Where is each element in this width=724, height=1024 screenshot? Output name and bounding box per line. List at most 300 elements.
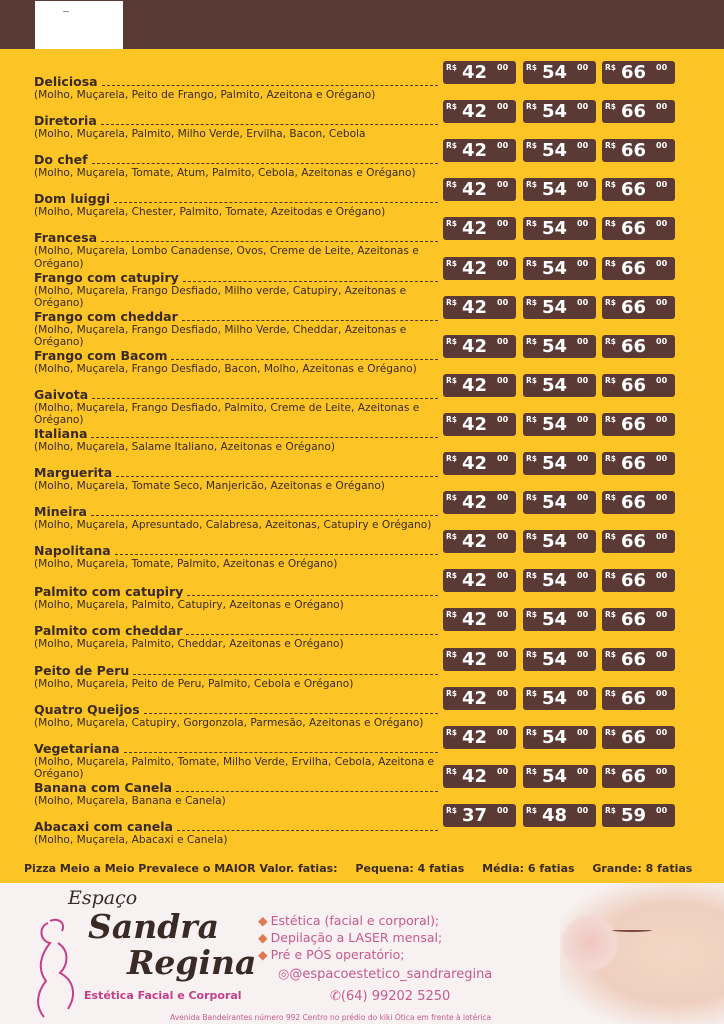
price-cents: 00 <box>497 63 509 72</box>
price-value: 54 <box>542 218 568 240</box>
price-currency: R$ <box>446 649 457 659</box>
price-currency: R$ <box>446 610 457 620</box>
menu-item-name: Frango com cheddar <box>34 308 178 324</box>
price-currency: R$ <box>446 571 457 581</box>
price-tag <box>523 217 596 240</box>
price-tag <box>602 648 675 671</box>
price-currency: R$ <box>446 219 457 229</box>
price-tag <box>523 530 596 553</box>
price-tag <box>602 217 675 240</box>
price-tag <box>602 296 675 319</box>
price-tag <box>443 569 516 592</box>
menu-item-name: Banana com Canela <box>34 779 173 795</box>
price-currency: R$ <box>446 63 457 72</box>
dotted-leader <box>91 515 438 516</box>
dotted-leader <box>182 320 438 321</box>
menu-item-ingredients: (Molho, Muçarela, Frango Desfiado, Bacon, Molho, Azeitonas e Orégano) <box>34 362 417 375</box>
price-cents: 00 <box>577 297 589 307</box>
menu-item-name-row <box>34 663 438 678</box>
dotted-leader <box>101 124 438 125</box>
brand-espaco: Espaço <box>68 887 138 909</box>
price-tag <box>523 413 596 436</box>
price-value: 42 <box>462 374 488 396</box>
price-currency: R$ <box>605 375 616 385</box>
price-tag <box>523 569 596 592</box>
price-value: 42 <box>462 492 488 514</box>
price-currency: R$ <box>605 180 616 190</box>
menu-item <box>34 465 438 493</box>
price-tag <box>602 530 675 553</box>
price-tag <box>523 374 596 397</box>
price-currency: R$ <box>526 688 537 698</box>
price-currency: R$ <box>446 727 457 737</box>
price-cents: 00 <box>656 375 668 385</box>
menu-item <box>34 663 438 691</box>
menu-item-ingredients: (Molho, Muçarela, Tomate, Atum, Palmito, Cebola, Azeitonas e Orégano) <box>34 167 416 180</box>
price-tag <box>602 569 675 592</box>
price-currency: R$ <box>605 493 616 503</box>
price-value: 54 <box>542 765 568 787</box>
price-tag <box>523 61 596 84</box>
menu-item <box>34 270 438 310</box>
price-cents: 00 <box>656 649 668 659</box>
price-tag <box>523 100 596 123</box>
price-cents: 00 <box>497 688 509 698</box>
price-cents: 00 <box>656 258 668 268</box>
price-value: 54 <box>542 726 568 748</box>
dotted-leader <box>176 791 438 792</box>
large-slices: Grande: 8 fatias <box>592 862 693 875</box>
price-currency: R$ <box>446 375 457 385</box>
price-cents: 00 <box>656 805 668 815</box>
price-currency: R$ <box>526 493 537 503</box>
price-tag <box>443 257 516 280</box>
price-currency: R$ <box>446 336 457 346</box>
price-value: 42 <box>462 648 488 670</box>
price-currency: R$ <box>526 63 537 72</box>
price-value: 54 <box>542 257 568 279</box>
menu-item <box>34 191 438 219</box>
diamond-bullet-icon: ◆ <box>258 947 268 962</box>
price-cents: 00 <box>656 493 668 503</box>
price-tag <box>523 608 596 631</box>
price-value: 42 <box>462 218 488 240</box>
price-currency: R$ <box>446 297 457 307</box>
price-cents: 00 <box>577 141 589 151</box>
price-currency: R$ <box>526 180 537 190</box>
price-cents: 00 <box>497 727 509 737</box>
price-tag <box>523 296 596 319</box>
price-currency: R$ <box>605 766 616 776</box>
price-cents: 00 <box>497 649 509 659</box>
menu-item <box>34 426 438 454</box>
price-tag <box>523 491 596 514</box>
price-value: 54 <box>542 570 568 592</box>
price-cents: 00 <box>577 375 589 385</box>
menu-item-ingredients: (Molho, Muçarela, Tomate, Palmito, Azeitonas e Orégano) <box>34 558 338 571</box>
price-tag <box>443 296 516 319</box>
menu-item <box>34 348 438 376</box>
price-cents: 00 <box>656 610 668 620</box>
menu-item-name-row <box>34 74 438 89</box>
price-cents: 00 <box>497 141 509 151</box>
menu-item-name-row <box>34 230 438 245</box>
menu-item-name: Quatro Queijos <box>34 701 140 717</box>
menu-item-name-row <box>34 584 438 599</box>
price-value: 42 <box>462 101 488 123</box>
menu-item <box>34 504 438 532</box>
dotted-leader <box>102 85 438 86</box>
price-cents: 00 <box>656 102 668 112</box>
price-value: 54 <box>542 335 568 357</box>
price-tag <box>523 648 596 671</box>
price-value: 54 <box>542 648 568 670</box>
brand-sandra: Sandra <box>88 907 220 946</box>
price-cents: 00 <box>656 414 668 424</box>
price-currency: R$ <box>605 610 616 620</box>
menu-item-ingredients: (Molho, Muçarela, Frango Desfiado, Palmito, Creme de Leite, Azeitonas e Orégano) <box>34 401 420 427</box>
price-tag <box>602 687 675 710</box>
menu-item-name-row <box>34 819 438 834</box>
price-currency: R$ <box>526 454 537 463</box>
dotted-leader <box>101 241 438 242</box>
price-tag <box>443 726 516 749</box>
price-value: 54 <box>542 531 568 553</box>
service-item: ◆ Estética (facial e corporal); <box>258 913 440 928</box>
price-cents: 00 <box>497 766 509 776</box>
price-currency: R$ <box>526 219 537 229</box>
price-currency: R$ <box>526 258 537 268</box>
price-value: 66 <box>621 492 647 514</box>
price-cents: 00 <box>577 571 589 581</box>
price-tag <box>602 374 675 397</box>
price-cents: 00 <box>497 532 509 542</box>
price-value: 66 <box>621 687 647 709</box>
price-tag <box>443 687 516 710</box>
menu-item-name-row <box>34 387 438 402</box>
price-currency: R$ <box>446 258 457 268</box>
price-tag <box>443 608 516 631</box>
price-cents: 00 <box>497 375 509 385</box>
price-cents: 00 <box>497 336 509 346</box>
price-cents: 00 <box>577 727 589 737</box>
menu-item-ingredients: (Molho, Muçarela, Catupiry, Gorgonzola, Parmesão, Azeitonas e Orégano) <box>34 716 424 729</box>
menu-item-name: Palmito com catupiry <box>34 584 184 600</box>
price-currency: R$ <box>526 375 537 385</box>
price-currency: R$ <box>605 63 616 72</box>
menu-item-name: Peito de Peru <box>34 662 130 678</box>
price-cents: 00 <box>577 258 589 268</box>
menu-item <box>34 780 438 808</box>
price-currency: R$ <box>605 454 616 463</box>
price-tag <box>443 765 516 788</box>
price-value: 54 <box>542 62 568 83</box>
price-currency: R$ <box>605 532 616 542</box>
menu-item-name: Mineira <box>34 504 87 520</box>
price-cents: 00 <box>497 102 509 112</box>
menu-item-ingredients: (Molho, Muçarela, Lombo Canadense, Ovos, Creme de Leite, Azeitonas e Orégano) <box>34 245 419 270</box>
price-cents: 00 <box>656 571 668 581</box>
menu-item-ingredients: (Molho, Muçarela, Peito de Frango, Palmito, Azeitona e Orégano) <box>34 89 376 101</box>
price-currency: R$ <box>526 649 537 659</box>
logo-placeholder <box>35 1 123 49</box>
menu-item-name: Diretoria <box>34 113 97 129</box>
menu-item <box>34 387 438 427</box>
price-cents: 00 <box>497 454 509 463</box>
price-cents: 00 <box>497 414 509 424</box>
price-value: 66 <box>621 101 647 123</box>
instagram-handle: ◎@espacoestetico_sandraregina <box>278 967 493 982</box>
price-value: 42 <box>462 609 488 631</box>
price-currency: R$ <box>526 766 537 776</box>
price-cents: 00 <box>577 63 589 72</box>
price-cents: 00 <box>656 766 668 776</box>
price-currency: R$ <box>526 102 537 112</box>
price-currency: R$ <box>605 805 616 815</box>
menu-item <box>34 584 438 612</box>
dotted-leader <box>115 554 438 555</box>
price-tag <box>443 100 516 123</box>
dotted-leader <box>92 398 438 399</box>
price-value: 66 <box>621 140 647 162</box>
diamond-bullet-icon: ◆ <box>258 930 268 945</box>
price-currency: R$ <box>605 219 616 229</box>
price-value: 42 <box>462 140 488 162</box>
menu-item-name: Abacaxi com canela <box>34 818 173 834</box>
flower-image <box>560 913 620 973</box>
menu-item <box>34 74 438 102</box>
price-tag <box>443 452 516 475</box>
menu-item-name-row <box>34 191 438 206</box>
price-value: 42 <box>462 570 488 592</box>
price-currency: R$ <box>526 297 537 307</box>
price-tag <box>523 335 596 358</box>
price-value: 42 <box>462 687 488 709</box>
menu-item-ingredients: (Molho, Muçarela, Palmito, Milho Verde, Ervilha, Bacon, Cebola <box>34 128 366 141</box>
price-tag <box>443 648 516 671</box>
menu-list <box>0 49 724 853</box>
price-cents: 00 <box>577 414 589 424</box>
price-tag <box>443 530 516 553</box>
price-currency: R$ <box>446 493 457 503</box>
price-value: 42 <box>462 62 488 83</box>
price-value: 48 <box>542 804 568 826</box>
half-half-rule: Pizza Meio a Meio Prevalece o MAIOR Valor. fatias: <box>24 862 338 875</box>
price-tag <box>602 335 675 358</box>
price-value: 54 <box>542 179 568 201</box>
menu-item-ingredients: (Molho, Muçarela, Palmito, Catupiry, Azeitonas e Orégano) <box>34 599 344 612</box>
dotted-leader <box>183 281 438 282</box>
price-tag <box>443 804 516 827</box>
menu-item-name-row <box>34 702 438 717</box>
brand-subtitle: Estética Facial e Corporal <box>84 989 242 1002</box>
menu-item-name: Francesa <box>34 230 98 246</box>
price-tag <box>602 178 675 201</box>
phone-number: ✆(64) 99202 5250 <box>330 989 451 1004</box>
price-tag <box>443 374 516 397</box>
price-tag <box>523 257 596 280</box>
price-currency: R$ <box>526 336 537 346</box>
menu-item-ingredients: (Molho, Muçarela, Apresuntado, Calabresa, Azeitonas, Catupiry e Orégano) <box>34 519 432 532</box>
price-currency: R$ <box>526 571 537 581</box>
price-tag <box>523 139 596 162</box>
price-value: 66 <box>621 179 647 201</box>
price-value: 54 <box>542 453 568 474</box>
price-cents: 00 <box>497 493 509 503</box>
menu-item-ingredients: (Molho, Muçarela, Salame Italiano, Azeitonas e Orégano) <box>34 440 335 453</box>
price-tag <box>602 257 675 280</box>
price-cents: 00 <box>577 336 589 346</box>
price-tag <box>443 178 516 201</box>
menu-item-name-row <box>34 426 438 441</box>
price-tag <box>523 804 596 827</box>
menu-item-name: Vegetariana <box>34 740 120 756</box>
instagram-icon: ◎ <box>278 967 290 982</box>
price-currency: R$ <box>446 102 457 112</box>
price-cents: 00 <box>497 610 509 620</box>
price-cents: 00 <box>577 649 589 659</box>
price-cents: 00 <box>497 258 509 268</box>
price-cents: 00 <box>656 727 668 737</box>
price-currency: R$ <box>605 414 616 424</box>
price-value: 42 <box>462 413 488 435</box>
price-cents: 00 <box>577 102 589 112</box>
price-currency: R$ <box>446 454 457 463</box>
price-currency: R$ <box>605 727 616 737</box>
price-currency: R$ <box>446 532 457 542</box>
price-tag <box>602 804 675 827</box>
price-value: 66 <box>621 531 647 553</box>
price-tag <box>602 100 675 123</box>
menu-item-name: Frango com catupiry <box>34 269 179 285</box>
price-currency: R$ <box>605 649 616 659</box>
price-value: 54 <box>542 101 568 123</box>
price-value: 66 <box>621 257 647 279</box>
price-currency: R$ <box>446 766 457 776</box>
price-cents: 00 <box>577 454 589 463</box>
menu-item-name-row <box>34 504 438 519</box>
price-tag <box>523 178 596 201</box>
menu-item-name: Frango com Bacom <box>34 347 168 363</box>
medium-slices: Média: 6 fatias <box>482 862 575 875</box>
menu-item-name: Gaivota <box>34 386 89 402</box>
price-value: 42 <box>462 296 488 318</box>
menu-item-name-row <box>34 543 438 558</box>
service-item: ◆ Depilação a LASER mensal; <box>258 930 443 945</box>
price-tag <box>523 765 596 788</box>
price-cents: 00 <box>497 180 509 190</box>
menu-item-ingredients: (Molho, Muçarela, Frango Desfiado, Milho Verde, Cheddar, Azeitonas e Orégano) <box>34 323 407 349</box>
price-tag <box>443 413 516 436</box>
price-tag <box>602 452 675 475</box>
menu-item-name: Dom luiggi <box>34 191 110 207</box>
price-cents: 00 <box>656 180 668 190</box>
dotted-leader <box>116 476 438 477</box>
dotted-leader <box>144 713 438 714</box>
menu-item <box>34 113 438 141</box>
price-value: 66 <box>621 62 647 83</box>
menu-item-name-row <box>34 348 438 363</box>
price-tag <box>523 726 596 749</box>
price-tag <box>443 139 516 162</box>
address: Avenida Bandeirantes número 992 Centro no prédio do kiki Ótica em frente à lotérica <box>170 1013 492 1022</box>
price-cents: 00 <box>656 63 668 72</box>
price-currency: R$ <box>526 141 537 151</box>
price-value: 66 <box>621 296 647 318</box>
menu-item-ingredients: (Molho, Muçarela, Abacaxi e Canela) <box>34 833 228 846</box>
price-tag <box>602 413 675 436</box>
menu-item-name-row <box>34 780 438 795</box>
price-currency: R$ <box>605 102 616 112</box>
price-tag <box>443 217 516 240</box>
price-value: 66 <box>621 374 647 396</box>
dotted-leader <box>177 830 438 831</box>
price-cents: 00 <box>497 297 509 307</box>
price-value: 42 <box>462 531 488 553</box>
price-cents: 00 <box>577 766 589 776</box>
price-cents: 00 <box>656 336 668 346</box>
price-value: 66 <box>621 609 647 631</box>
price-cents: 00 <box>656 688 668 698</box>
price-cents: 00 <box>577 532 589 542</box>
price-cents: 00 <box>656 219 668 229</box>
price-value: 37 <box>462 804 488 826</box>
menu-item <box>34 543 438 571</box>
price-cents: 00 <box>656 297 668 307</box>
price-value: 66 <box>621 335 647 357</box>
price-value: 66 <box>621 218 647 240</box>
menu-item-name: Italiana <box>34 425 88 441</box>
menu-item-ingredients: (Molho, Muçarela, Palmito, Cheddar, Azeitonas e Orégano) <box>34 638 344 651</box>
price-value: 54 <box>542 296 568 318</box>
price-currency: R$ <box>526 610 537 620</box>
price-value: 54 <box>542 609 568 631</box>
menu-item-ingredients: (Molho, Muçarela, Tomate Seco, Manjericão, Azeitonas e Orégano) <box>34 480 385 492</box>
menu-item-name-row <box>34 113 438 128</box>
price-cents: 00 <box>577 180 589 190</box>
price-value: 54 <box>542 413 568 435</box>
diamond-bullet-icon: ◆ <box>258 913 268 928</box>
price-cents: 00 <box>577 219 589 229</box>
menu-item-name-row <box>34 465 438 480</box>
price-currency: R$ <box>526 532 537 542</box>
price-value: 59 <box>621 804 647 826</box>
closed-eye-icon <box>612 928 652 932</box>
menu-item-name: Deliciosa <box>34 74 98 89</box>
menu-item <box>34 741 438 781</box>
price-currency: R$ <box>605 297 616 307</box>
whatsapp-icon: ✆ <box>330 989 341 1004</box>
brand-regina: Regina <box>127 943 257 982</box>
price-currency: R$ <box>605 688 616 698</box>
price-tag <box>523 452 596 475</box>
price-value: 66 <box>621 648 647 670</box>
price-cents: 00 <box>497 571 509 581</box>
dotted-leader <box>92 163 438 164</box>
price-value: 66 <box>621 765 647 787</box>
price-currency: R$ <box>526 414 537 424</box>
menu-item <box>34 623 438 651</box>
price-currency: R$ <box>446 805 457 815</box>
price-tag <box>602 726 675 749</box>
menu-item-name-row <box>34 152 438 167</box>
dotted-leader <box>171 359 438 360</box>
price-cents: 00 <box>577 805 589 815</box>
menu-item-name-row <box>34 741 438 756</box>
menu-item <box>34 309 438 349</box>
menu-item-name: Do chef <box>34 152 88 168</box>
price-tag <box>602 491 675 514</box>
